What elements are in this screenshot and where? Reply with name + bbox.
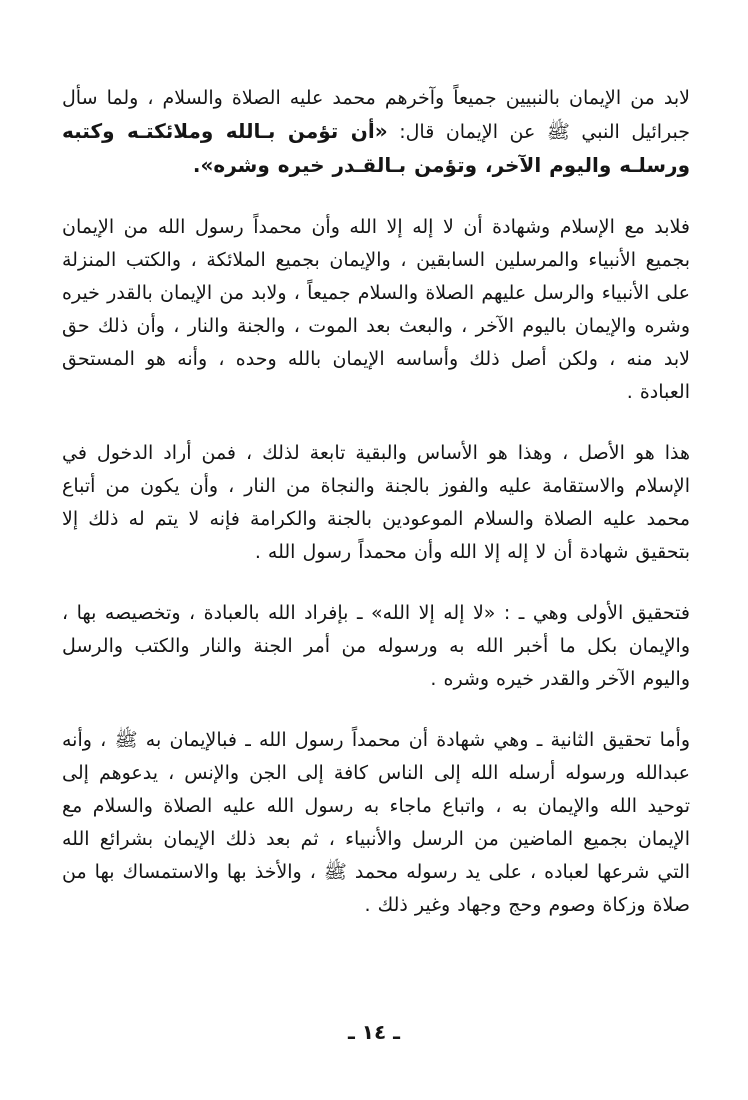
paragraph-1 bbox=[62, 82, 690, 183]
hadith-quote: «أن تؤمن بـالله وملائكتـه وكتبه ورسلـه واليوم الآخر، وتؤمن بـالقـدر خيره وشره». bbox=[62, 119, 690, 177]
paragraph-1-text: لابد من الإيمان بالنبيين جميعاً وآخرهم محمد عليه الصلاة والسلام ، ولما سأل جبرائيل النبي ﷺ عن الإيمان قال: bbox=[62, 87, 690, 143]
paragraph-4: فتحقيق الأولى وهي ـ : «لا إله إلا الله» ـ بإفراد الله بالعبادة ، وتخصيصه بها ، والإيمان بكل ما أخبر الله به ورسوله من أمر الجنة والنار والكتب والرسل واليوم الآخر والقدر خيره وشره . bbox=[62, 602, 690, 690]
paragraph-2: فلابد مع الإسلام وشهادة أن لا إله إلا الله وأن محمداً رسول الله من الإيمان بجميع الأنبياء والمرسلين السابقين ، والإيمان بجميع الملائكة ، والكتب المنزلة على الأنبياء والرسل عليهم الصلاة والسلام جميعاً ، ولابد من الإيمان بالقدر خيره وشره والإيمان باليوم الآخر ، والبعث بعد الموت ، والجنة والنار ، وأن ذلك حق لابد منه ، ولكن أصل ذلك وأساسه الإيمان بالله وحده ، وأنه هو المستحق العبادة . bbox=[62, 216, 690, 403]
paragraph-5: وأما تحقيق الثانية ـ وهي شهادة أن محمداً رسول الله ـ فبالإيمان به ﷺ ، وأنه عبدالله ورسوله أرسله الله إلى الناس كافة إلى الجن والإنس ، يدعوهم إلى توحيد الله والإيمان به ، واتباع ماجاء به رسول الله عليه الصلاة والسلام مع الإيمان بجميع الماضين من الرسل والأنبياء ، ثم بعد ذلك الإيمان بشرائع الله التي شرعها لعباده ، على يد رسوله محمد ﷺ ، والأخذ بها والاستمساك بها من صلاة وزكاة وصوم وحج وجهاد وغير ذلك . bbox=[62, 729, 690, 916]
page-number: ـ ١٤ ـ bbox=[347, 1020, 401, 1044]
paragraph-3: هذا هو الأصل ، وهذا هو الأساس والبقية تابعة لذلك ، فمن أراد الدخول في الإسلام والاستقامة عليه والفوز بالجنة والنجاة من النار ، وأن يكون من أتباع محمد عليه الصلاة والسلام الموعودين بالجنة والكرامة فإنه لا يتم له ذلك إلا بتحقيق شهادة أن لا إله إلا الله وأن محمداً رسول الله . bbox=[62, 442, 690, 563]
page-body bbox=[62, 82, 690, 1022]
